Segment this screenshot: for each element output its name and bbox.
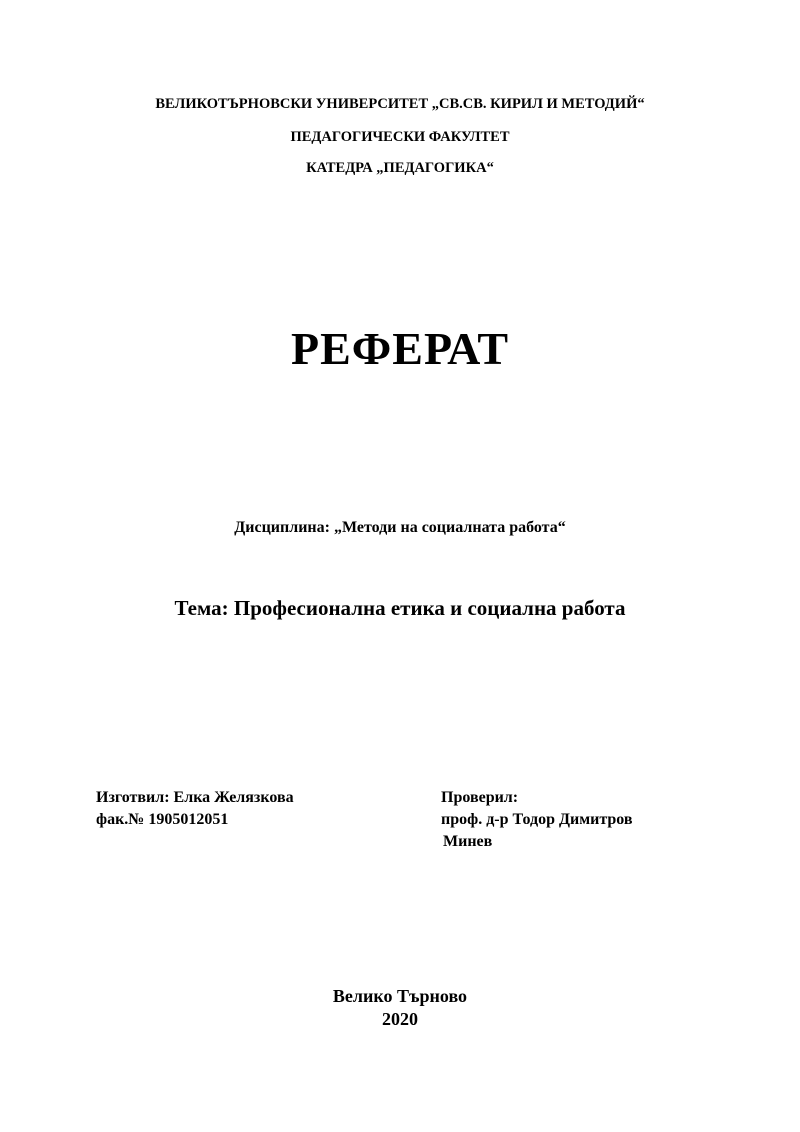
faculty-name: ПЕДАГОГИЧЕСКИ ФАКУЛТЕТ: [290, 129, 510, 145]
discipline-line: Дисциплина: „Методи на социалната работа“: [234, 519, 566, 536]
faculty-number: фак.№ 1905012051: [96, 811, 229, 828]
reviewer-label: Проверил:: [441, 789, 519, 806]
document-title: РЕФЕРАТ: [290, 323, 510, 374]
topic-line: Тема: Професионална етика и социална работа: [174, 596, 626, 620]
reviewer-name-line1: проф. д-р Тодор Димитров: [441, 811, 633, 828]
city: Велико Търново: [332, 986, 468, 1006]
year: 2020: [382, 1009, 418, 1029]
prepared-by: Изготвил: Елка Желязкова: [96, 789, 294, 806]
reviewer-name-line2: Минев: [443, 833, 493, 850]
department-name: КАТЕДРА „ПЕДАГОГИКА“: [306, 160, 494, 176]
university-name: ВЕЛИКОТЪРНОВСКИ УНИВЕРСИТЕТ „СВ.СВ. КИРИЛ И МЕТОДИЙ“: [155, 96, 645, 112]
